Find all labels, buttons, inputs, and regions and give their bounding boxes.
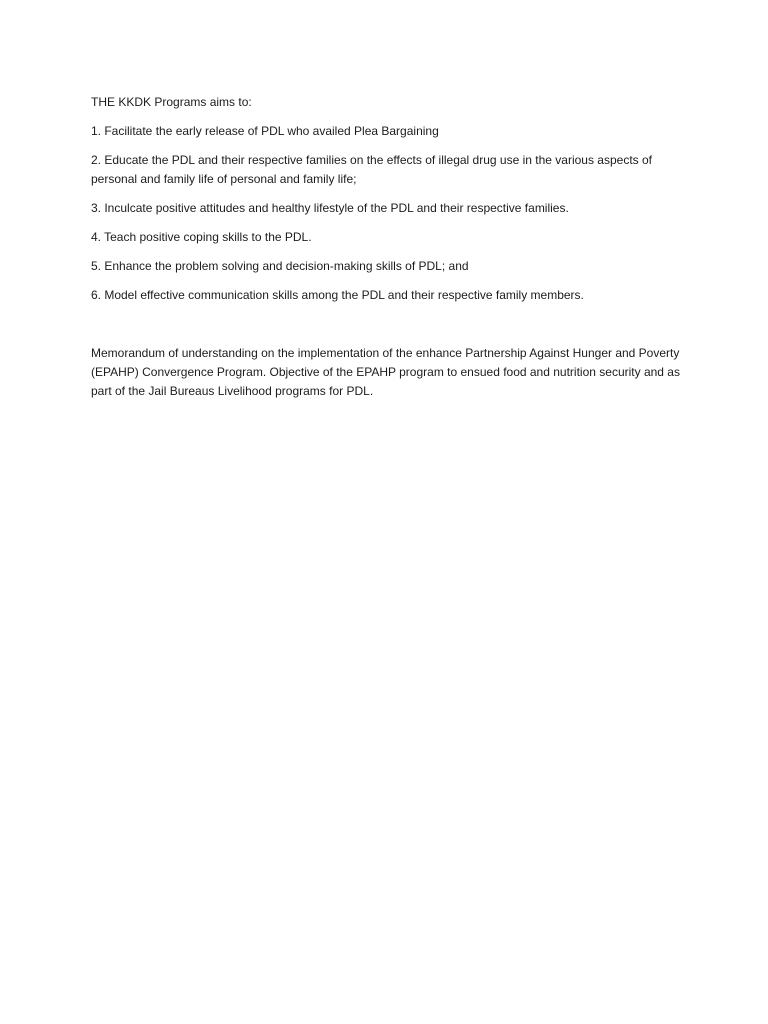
paragraph-spacer xyxy=(91,315,691,344)
aim-item-3: 3. Inculcate positive attitudes and healthy lifestyle of the PDL and their respective families. xyxy=(91,201,569,215)
aim-item-4: 4. Teach positive coping skills to the PDL. xyxy=(91,230,312,244)
document-body xyxy=(91,93,691,411)
aim-item-1: 1. Facilitate the early release of PDL who availed Plea Bargaining xyxy=(91,124,439,138)
document-heading: THE KKDK Programs aims to: xyxy=(91,95,252,109)
memorandum-paragraph: Memorandum of understanding on the implementation of the enhance Partnership Against Hunger and Poverty (EPAHP) Convergence Program. Objective of the EPAHP program to ensued food and nutrition security and as part of the Jail Bureaus Livelihood programs for PDL. xyxy=(91,346,680,398)
aim-item-6: 6. Model effective communication skills among the PDL and their respective family members. xyxy=(91,288,584,302)
aim-item-2: 2. Educate the PDL and their respective families on the effects of illegal drug use in the various aspects of personal and family life of personal and family life; xyxy=(91,153,652,186)
aim-item-5: 5. Enhance the problem solving and decision-making skills of PDL; and xyxy=(91,259,469,273)
